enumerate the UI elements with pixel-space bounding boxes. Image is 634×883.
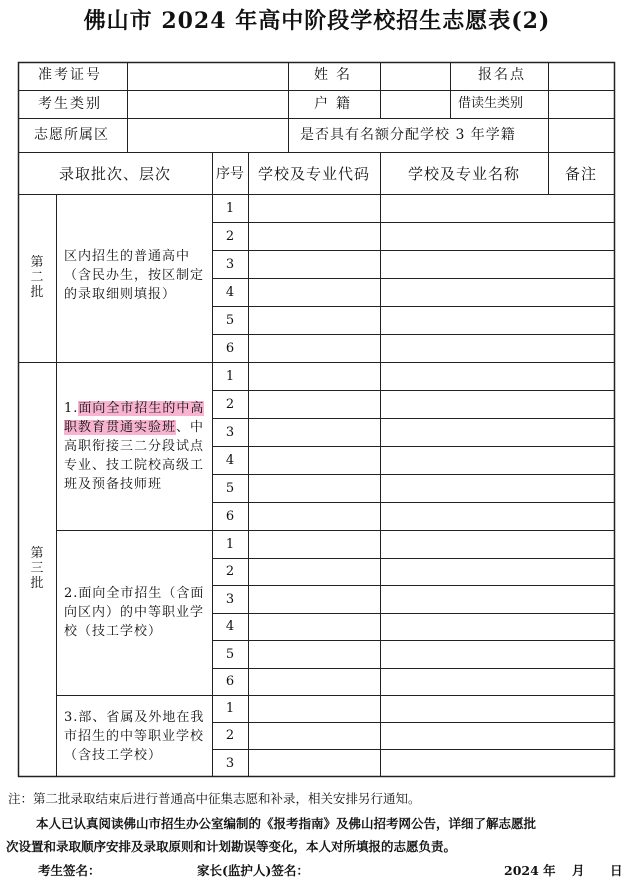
seq-cell: 4 [225,619,235,634]
seq-cell: 6 [225,508,235,524]
footer-statement-line1: 本人已认真阅读佛山市招生办公室编制的《报考指南》及佛山招考网公告，详细了解志愿批 [36,816,537,831]
seq-cell: 2 [225,564,235,579]
seq-cell: 2 [225,228,235,244]
parent-signature-label: 家长(监护人)签名： [197,863,309,878]
group1-highlight: 面向全市招生的中高职教育贯通实验班 [64,401,205,435]
seq-cell: 2 [225,728,235,743]
page-title: 佛山市 2024 年高中阶段学校招生志愿表(2) [83,8,551,34]
seq-cell: 3 [225,591,235,607]
batch-third-group3-desc: 3.部、省属及外地在我市招生的中等职业学校（含技工学校） [64,710,205,763]
batch-third-label: 第三批 [30,546,44,591]
footer-statement-line2: 次设置和录取顺序安排及录取原则和计划勘误等变化，本人对所填报的志愿负责。 [6,839,457,854]
seq-cell: 2 [225,396,235,412]
register-site-label: 报名点 [478,67,526,83]
seq-cell: 5 [225,480,235,496]
batch-third-group2-desc: 2.面向全市招生（含面向区内）的中等职业学校（技工学校） [64,586,205,639]
seq-cell: 1 [225,536,235,552]
seq-cell: 4 [225,284,235,300]
seq-cell: 4 [225,452,235,468]
boarding-type-label: 借读生类别 [458,96,524,111]
date-day: 日 [610,863,623,878]
seq-cell: 6 [225,340,235,356]
seq-cell: 1 [225,701,235,716]
hukou-label: 户籍 [314,96,358,112]
student-signature-label: 考生签名： [38,863,101,878]
batch-second-desc: 区内招生的普通高中（含民办生，按区制定的录取细则填报） [64,249,205,302]
header-school-name: 学校及专业名称 [407,164,520,183]
header-batch-level: 录取批次、层次 [58,164,171,183]
seq-cell: 1 [225,200,235,216]
seq-cell: 1 [225,368,235,384]
name-label: 姓名 [314,67,358,83]
group1-prefix: 1. [64,401,79,416]
student-type-label: 考生类别 [38,96,102,112]
footer-note: 注：第二批录取结束后进行普通高中征集志愿和补录，相关安排另行通知。 [8,791,421,806]
exam-id-label: 准考证号 [38,67,102,83]
header-code: 学校及专业代码 [257,164,370,183]
district-label: 志愿所属区 [34,127,109,143]
seq-cell: 5 [225,312,235,328]
seq-cell: 5 [225,646,235,662]
seq-cell: 6 [225,674,235,689]
date-year: 2024 年 [504,863,556,878]
seq-cell: 3 [225,755,235,771]
date-month: 月 [572,863,585,878]
batch-second-label: 第二批 [30,255,44,300]
batch-third-group1-desc [64,399,210,494]
header-seq: 序号 [216,166,244,182]
seq-cell: 3 [225,424,235,440]
seq-cell: 3 [225,256,235,272]
quota-label: 是否具有名额分配学校 3 年学籍 [300,127,516,143]
header-remark: 备注 [564,164,597,183]
group1-rest: 、中高职衔接三二分段试点专业、技工院校高级工班及预备技师班 [64,420,205,492]
